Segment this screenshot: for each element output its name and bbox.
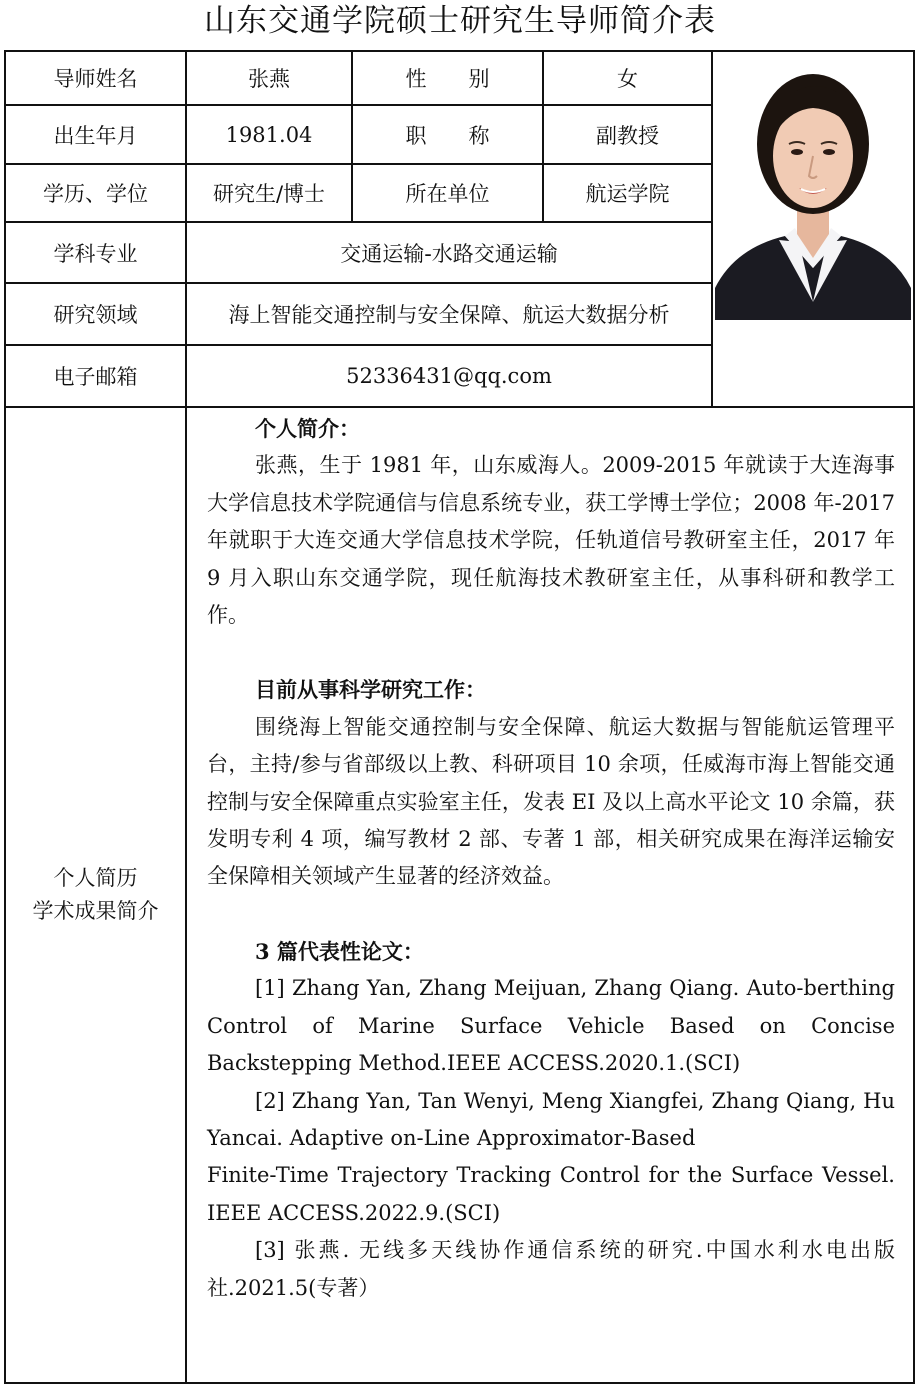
name-label: 导师姓名 — [5, 51, 186, 105]
email-label: 电子邮箱 — [5, 345, 186, 407]
bio-heading: 个人简介： — [255, 416, 360, 441]
spacer — [207, 634, 895, 671]
unit-value: 航运学院 — [543, 164, 712, 222]
email-value: 52336431@qq.com — [186, 345, 712, 407]
paper-2b: Finite-Time Trajectory Tracking Control for the Surface Vessel. IEEE ACCESS.2022.9.(SCI) — [207, 1163, 895, 1225]
paper-1: [1] Zhang Yan, Zhang Meijuan, Zhang Qiang. Auto-berthing Control of Marine Surface Vehicle Based on Concise Backstepping Method.IEEE ACCESS.2020.1.(SCI) — [207, 976, 895, 1076]
resume-label-line2: 学术成果简介 — [32, 899, 159, 923]
work-heading: 目前从事科学研究工作： — [255, 677, 486, 703]
resume-label-line1: 个人简历 — [53, 866, 138, 890]
page-title: 山东交通学院硕士研究生导师简介表 — [204, 3, 716, 39]
major-value: 交通运输-水路交通运输 — [186, 222, 712, 283]
spacer — [207, 896, 895, 933]
bio-text: 张燕，生于 1981 年，山东威海人。2009-2015 年就读于大连海事大学信息技术学院通信与信息系统专业，获工学博士学位；2008 年-2017 年就职于大连交通大学信息技术学院，任轨道信号教研室主任，2017 年 9 月入职山东交通学院，现任航海技术教研室主任，从事科研和教学工作。 — [207, 453, 895, 628]
gender-value: 女 — [543, 51, 712, 105]
paper-3: [3] 张燕. 无线多天线协作通信系统的研究.中国水利水电出版社.2021.5(专著） — [207, 1238, 895, 1300]
degree-value: 研究生/博士 — [186, 164, 352, 222]
birth-label: 出生年月 — [5, 105, 186, 164]
photo-cell — [712, 51, 914, 407]
gender-label: 性 别 — [352, 51, 543, 105]
paper-2a: [2] Zhang Yan, Tan Wenyi, Meng Xiangfei, Zhang Qiang, Hu Yancai. Adaptive on-Line Approximator-Based — [207, 1088, 895, 1150]
resume-label — [5, 407, 186, 1383]
rank-value: 副教授 — [543, 105, 712, 164]
degree-label: 学历、学位 — [5, 164, 186, 222]
name-value: 张燕 — [186, 51, 352, 105]
research-value: 海上智能交通控制与安全保障、航运大数据分析 — [186, 283, 712, 345]
rank-label: 职 称 — [352, 105, 543, 164]
birth-value: 1981.04 — [186, 105, 352, 164]
work-text: 围绕海上智能交通控制与安全保障、航运大数据与智能航运管理平台，主持/参与省部级以上教、科研项目 10 余项，任威海市海上智能交通控制与安全保障重点实验室主任，发表 EI 及以上高水平论文 10 余篇，获发明专利 4 项，编写教材 2 部、专著 1 部，相关研究成果在海洋运输安全保障相关领域产生显著的经济效益。 — [207, 714, 895, 889]
unit-label: 所在单位 — [352, 164, 543, 222]
research-label: 研究领域 — [5, 283, 186, 345]
resume-content — [186, 407, 914, 1383]
papers-heading: 3 篇代表性论文： — [255, 938, 424, 964]
profile-table — [4, 50, 915, 1384]
major-label: 学科专业 — [5, 222, 186, 283]
portrait-photo — [715, 52, 911, 320]
